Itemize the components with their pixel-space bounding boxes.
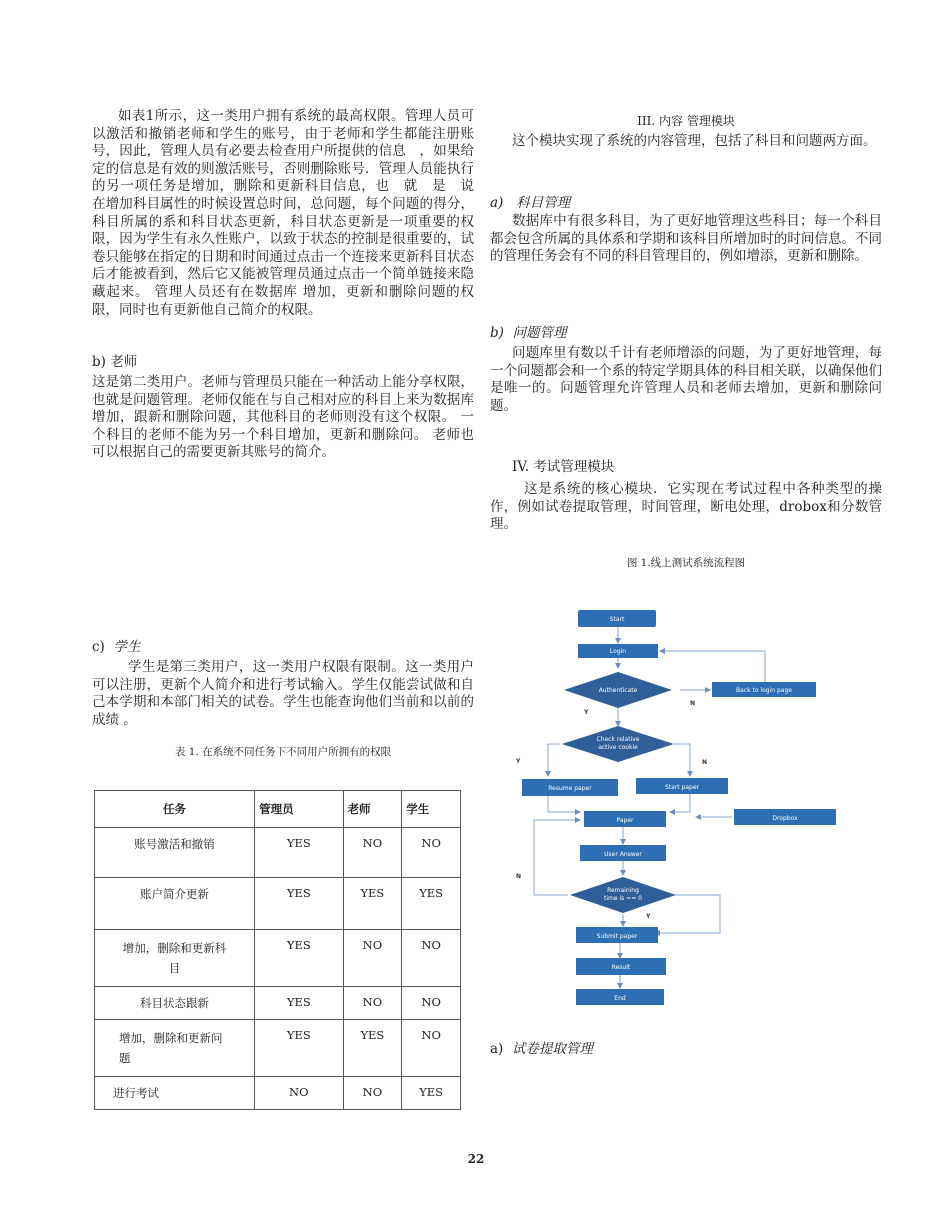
- subsection-b-prefix: b): [490, 325, 504, 341]
- subsection-c-title: 试卷提取管理: [511, 1041, 593, 1057]
- intro-paragraph: 如表1所示，这一类用户拥有系统的最高权限。管理人员可以激活和撤销老师和学生的账号，由于老师和学生都能注册账号，因此，管理人员有必要去检查用户所提供的信息 ，如果给定的信息是有效的则激活账号，否则删除账号．管理人员能执行的另一项任务是增加，删除和更新科目信息，也 就 是 说 在增加科目属性的时候设置总时间，总问题，每个问题的得分，科目所属的系和科目状态更新，科目状态更新是一项重要的权限，因为学生有永久性账户，以致于状态的控制是很重要的，试卷只能够在指定的日期和时间通过点击一个连接来更新科目状态后才能被看到，然后它又能被管理员通过点击一个简单链接来隐藏起来。 管理人员还有在数据库 增加，更新和删除问题的权限，同时也有更新他自己简介的权限。: [92, 108, 488, 318]
- flow-login-label: Login: [609, 648, 627, 655]
- flow-branch-n: N: [690, 700, 696, 707]
- table-cell: YES: [255, 987, 343, 1020]
- header-task: 任务: [95, 791, 255, 828]
- student-heading-title: 学生: [113, 639, 141, 655]
- flow-remaining-label-2: time is == 0: [604, 895, 642, 902]
- flow-resume-paper-label: Resume paper: [548, 785, 592, 792]
- table-row: [95, 930, 461, 987]
- student-heading: [92, 638, 140, 656]
- flow-branch-y: Y: [584, 709, 589, 716]
- page-number: 22: [467, 1152, 485, 1166]
- subsection-c-prefix: a): [490, 1041, 504, 1057]
- subsection-c-heading: [490, 1040, 593, 1058]
- header-admin: 管理员: [255, 791, 343, 828]
- table-cell: 账户简介更新: [95, 878, 255, 930]
- table-cell: NO: [255, 1077, 343, 1110]
- flow-result-label: Result: [611, 964, 631, 971]
- permissions-table: [94, 790, 461, 1110]
- subsection-a-title: 科目管理: [516, 195, 571, 211]
- table-row: [95, 878, 461, 930]
- table-cell: 增加，删除和更新科目: [95, 930, 255, 987]
- flowchart-figure: [510, 598, 850, 1018]
- table-cell: NO: [343, 828, 402, 878]
- table-cell: NO: [402, 1020, 461, 1077]
- flow-authenticate-label: Authenticate: [598, 687, 638, 694]
- flow-branch-y: Y: [516, 758, 521, 765]
- table-cell: NO: [343, 987, 402, 1020]
- subsection-b-title: 问题管理: [512, 325, 567, 341]
- teacher-paragraph: 这是第二类用户。老师与管理员只能在一种活动上能分享权限，也就是问题管理。老师仅能在与自己相对应的科目上来为数据库增加，跟新和删除问题，其他科目的老师则没有这个权限。 一个科目的老师不能为另一个科目增加，更新和删除问。 老师也可以根据自己的需要更新其账号的简介。: [92, 374, 474, 461]
- table-cell: 账号激活和撤销: [95, 828, 255, 878]
- flow-back-to-login-label: Back to login page: [736, 687, 792, 694]
- flow-check-cookie-label-1: Check relative: [596, 736, 640, 743]
- table-row: [95, 1077, 461, 1110]
- table-cell: YES: [255, 828, 343, 878]
- table-cell: NO: [402, 828, 461, 878]
- table-cell: NO: [402, 930, 461, 987]
- section4-heading: IV. 考试管理模块: [512, 459, 615, 475]
- flow-check-cookie-label-2: active cookie: [598, 744, 638, 751]
- flow-dropbox-label: Dropbox: [772, 815, 798, 822]
- subsection-a-paragraph: 数据库中有很多科目，为了更好地管理这些科目；每一个科目都会包含所属的具体系和学期和该科目所增加时的时间信息。不同的管理任务会有不同的科目管理目的，例如增添，更新和删除。: [490, 213, 882, 265]
- table-cell: YES: [255, 878, 343, 930]
- teacher-heading: b) 老师: [92, 354, 138, 370]
- flow-start-paper-label: Start paper: [664, 784, 700, 791]
- student-paragraph: 学生是第三类用户，这一类用户权限有限制。这一类用户可以注册，更新个人简介和进行考试输入。学生仅能尝试做和自己本学期和本部门相关的试卷。学生也能查询他们当前和以前的成绩 。: [92, 659, 474, 728]
- section3-paragraph: 这个模块实现了系统的内容管理，包括了科目和问题两方面。: [512, 133, 877, 149]
- table-row: [95, 1020, 461, 1077]
- figure-caption: 图 1.线上测试系统流程图: [626, 557, 746, 569]
- table-cell: YES: [255, 930, 343, 987]
- table-cell: NO: [402, 987, 461, 1020]
- table-row: [95, 987, 461, 1020]
- flow-branch-n: N: [516, 873, 522, 880]
- header-teacher: 老师: [343, 791, 402, 828]
- table-cell: YES: [402, 878, 461, 930]
- table-row: [95, 828, 461, 878]
- table-cell: 进行考试: [95, 1077, 255, 1110]
- table-cell: NO: [343, 1077, 402, 1110]
- flow-submit-paper-label: Submit paper: [596, 933, 638, 940]
- subsection-a-prefix: a): [490, 195, 504, 211]
- table-cell: YES: [402, 1077, 461, 1110]
- section4-paragraph: 这是系统的核心模块．它实现在考试过程中各种类型的操作，例如试卷提取管理，时间管理，断电处理，drobox和分数管理。: [490, 481, 882, 533]
- table-cell: 增加，删除和更新问题: [95, 1020, 255, 1077]
- flow-branch-y: Y: [646, 913, 651, 920]
- table-cell: YES: [255, 1020, 343, 1077]
- table-cell: YES: [343, 1020, 402, 1077]
- section3-heading: III. 内容 管理模块: [637, 114, 735, 128]
- table-cell: YES: [343, 878, 402, 930]
- flow-paper-label: Paper: [616, 817, 634, 824]
- flow-branch-n: N: [702, 759, 708, 766]
- subsection-a-heading: [490, 194, 570, 212]
- header-student: 学生: [402, 791, 461, 828]
- table-header-row: [95, 791, 461, 828]
- flow-start-label: Start: [609, 616, 625, 623]
- subsection-b-heading: [490, 324, 567, 342]
- student-heading-prefix: c): [92, 639, 105, 655]
- flow-user-answer-label: User Answer: [604, 851, 642, 858]
- table-cell: NO: [343, 930, 402, 987]
- table-caption: 表 1. 在系统不同任务下不同用户所拥有的权限: [174, 746, 392, 758]
- table-cell: 科目状态跟新: [95, 987, 255, 1020]
- flow-remaining-label-1: Remaining: [607, 887, 639, 894]
- flow-end-label: End: [614, 995, 626, 1002]
- subsection-b-paragraph: 问题库里有数以千计有老师增添的问题，为了更好地管理，每一个问题都会和一个系的特定学期具体的科目相关联，以确保他们是唯一的。问题管理允许管理人员和老师去增加，更新和删除问题。: [490, 345, 882, 414]
